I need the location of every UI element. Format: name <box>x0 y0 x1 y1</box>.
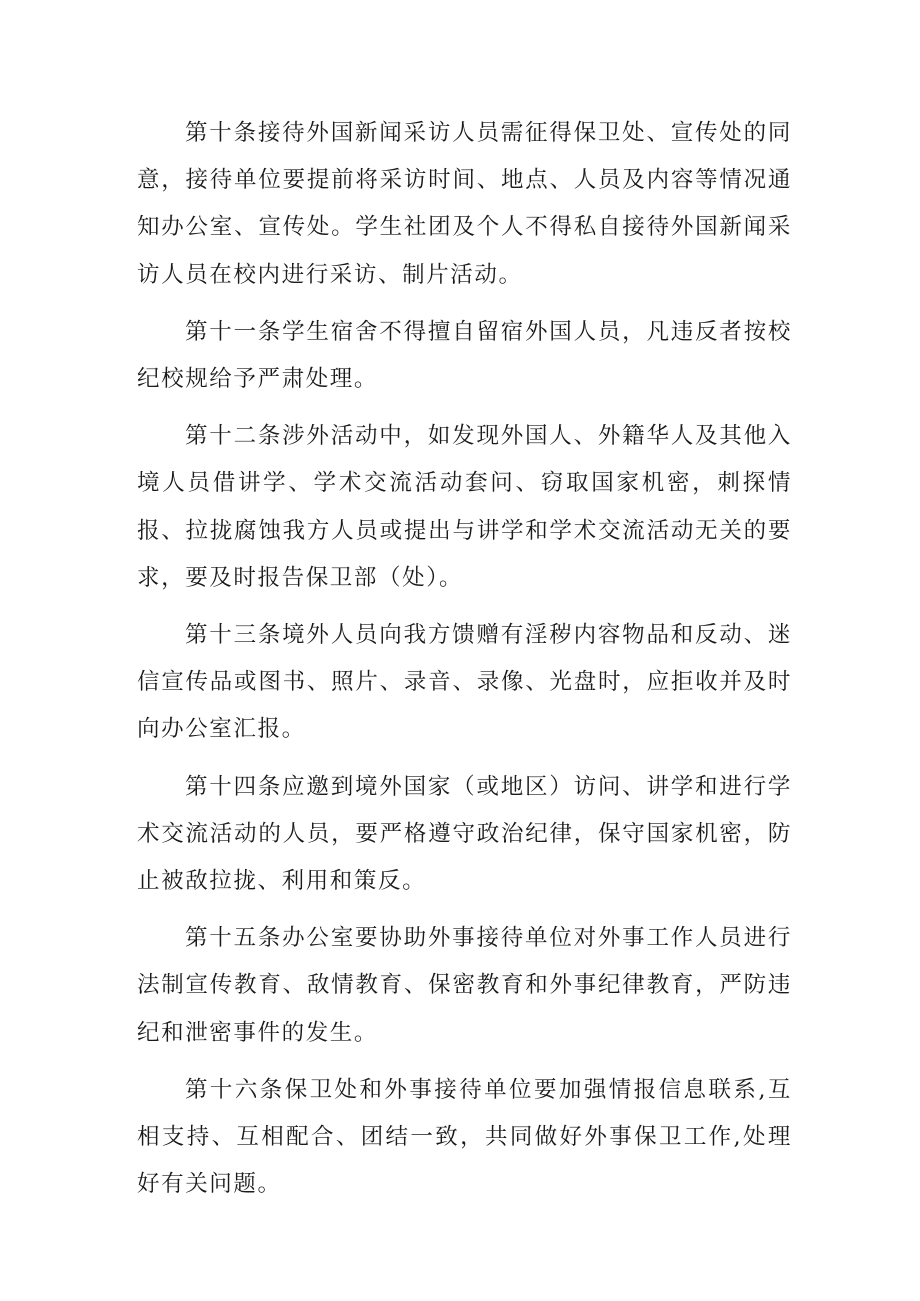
article-10-paragraph: 第十条接待外国新闻采访人员需征得保卫处、宣传处的同意，接待单位要提前将采访时间、地点、人员及内容等情况通知办公室、宣传处。学生社团及个人不得私自接待外国新闻采访人员在校内进行采访、制片活动。 <box>137 120 792 288</box>
article-14-paragraph: 第十四条应邀到境外国家（或地区）访问、讲学和进行学术交流活动的人员，要严格遵守政治纪律，保守国家机密，防止被敌拉拢、利用和策反。 <box>137 773 792 895</box>
article-15-paragraph: 第十五条办公室要协助外事接待单位对外事工作人员进行法制宣传教育、敌情教育、保密教育和外事纪律教育，严防违纪和泄密事件的发生。 <box>137 925 792 1046</box>
article-12-paragraph: 第十二条涉外活动中，如发现外国人、外籍华人及其他入境人员借讲学、学术交流活动套问、窃取国家机密，刺探情报、拉拢腐蚀我方人员或提出与讲学和学术交流活动无关的要求，要及时报告保卫部（处）。 <box>137 423 792 591</box>
article-11-paragraph: 第十一条学生宿舍不得擅自留宿外国人员，凡违反者按校纪校规给予严肃处理。 <box>137 318 792 393</box>
document-body <box>137 110 792 1218</box>
article-13-paragraph: 第十三条境外人员向我方馈赠有淫秽内容物品和反动、迷信宣传品或图书、照片、录音、录像、光盘时，应拒收并及时向办公室汇报。 <box>137 622 792 743</box>
article-16-paragraph: 第十六条保卫处和外事接待单位要加强情报信息联系,互相支持、互相配合、团结一致，共同做好外事保卫工作,处理好有关问题。 <box>137 1076 792 1198</box>
